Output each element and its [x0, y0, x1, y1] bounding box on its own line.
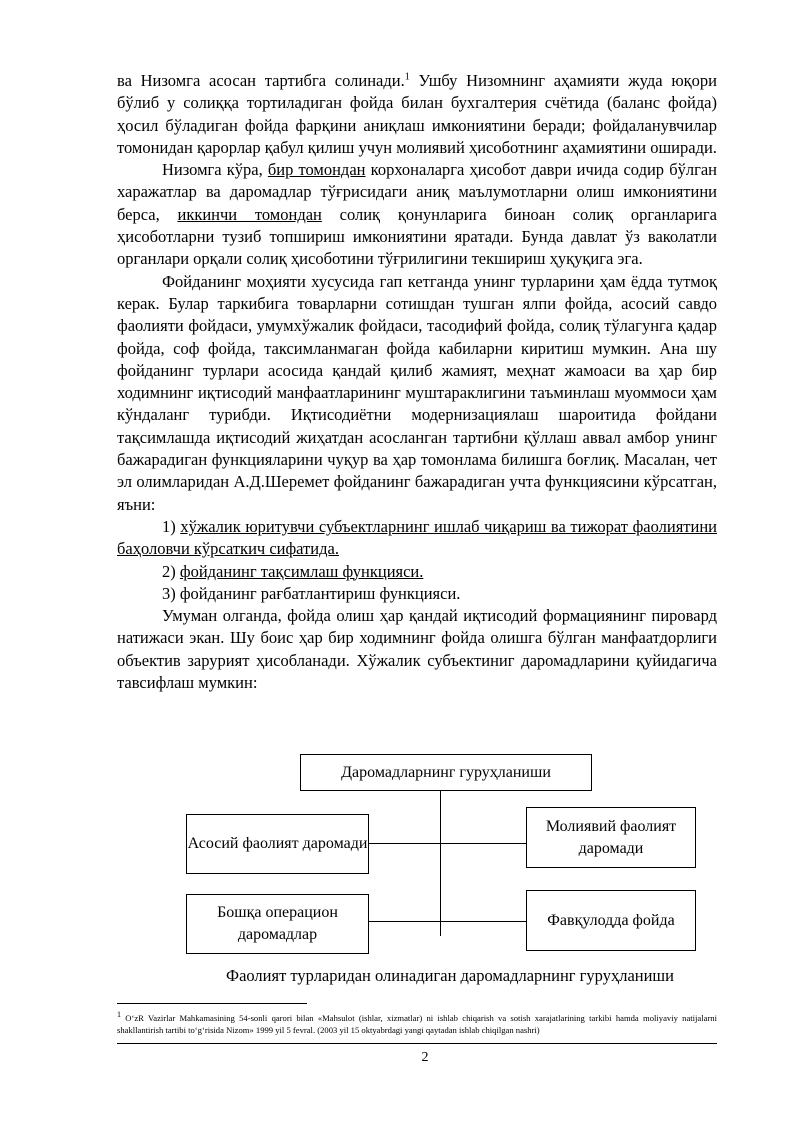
- list-item-2: [117, 561, 717, 583]
- paragraph-1: [117, 70, 717, 159]
- diagram-box-left-bottom: Бошқа операцион даромадлар: [186, 894, 369, 954]
- footnote: [117, 1012, 717, 1036]
- paragraph-2-b: корхоналарга ҳисобот даври ичида содир бўлган харажатлар ва даромадлар тўғрисидаги аниқ маълумотларни олиш имкониятини берса,: [117, 160, 717, 224]
- connector-vertical: [440, 791, 441, 936]
- diagram-box-right-top: Молиявий фаолият даромади: [526, 807, 696, 868]
- paragraph-4: Умуман олганда, фойда олиш ҳар қандай иқтисодий формациянинг пировард натижаси экан. Шу боис ҳар бир ходимнинг фойда олишга бўлган манфаатдорлиги объектив зарурият ҳисобланади. Хўжалик субъектиниг даромадларини қуйидагича тавсифлаш мумкин:: [117, 606, 717, 693]
- list-item-1: [117, 516, 717, 561]
- list-item-1-text: хўжалик юритувчи субъектларнинг ишлаб чиқариш ва тижорат фаолиятини баҳоловчи кўрсаткич сифатида.: [117, 516, 717, 559]
- paragraph-1-start: ва Низомга асосан тартибга солинади.: [117, 71, 405, 90]
- paragraph-3: Фойданинг моҳияти хусусида гап кетганда унинг турларини ҳам ёдда тутмоқ керак. Булар таркибига товарларни сотишдан тушган ялпи фойда, асосий савдо фаолияти фойдаси, умумхўжалик фойдаси, тасодифий фойда, солиқ тўлагунга қадар фойда, соф фойда, таксимланмаган фойда кабиларни киритиш мумкин. Ана шу фойданинг турлари асосида қандай қилиб жамият, меҳнат жамоаси ва ҳар бир ходимнинг иқтисодий манфаатларининг муштараклигини таъминлаш муоммоси ҳам кўндаланг турибди. Иқтисодиётни модернизациялаш шароитида фойдани тақсимлашда иқтисодий жиҳатдан асосланган тартибни қўллаш аввал амбор унинг бажарадиган функцияларини чуқур ва ҳар томонлама билишга боғлиқ. Масалан, чет эл олимларидан А.Д.Шеремет фойданинг бажарадиган учта функциясини кўрсатган, яъни:: [117, 271, 717, 514]
- footnote-ref[interactable]: 1: [404, 71, 410, 83]
- list-item-3: 3) фойданинг рағбатлантириш функцияси.: [162, 583, 461, 603]
- footer-rule: [117, 1043, 717, 1044]
- connector-right-bottom: [441, 921, 526, 922]
- paragraph-2-a: Низомга кўра,: [162, 160, 268, 180]
- list-item-2-number: 2): [162, 561, 180, 581]
- underlined-phrase-2: иккинчи томондан: [177, 204, 322, 224]
- list-item-2-text: фойданинг тақсимлаш функцияси.: [179, 561, 424, 581]
- diagram-caption: Фаолият турларидан олинадиган даромадларнинг гуруҳланиши: [226, 966, 674, 985]
- page-number: 2: [421, 1050, 429, 1065]
- footnote-marker: 1: [117, 1010, 121, 1020]
- list-item-1-number: 1): [162, 516, 181, 536]
- paragraph-1-rest: Ушбу Низомнинг аҳамияти жуда юқори бўлиб у солиққа тортиладиган фойда билан бухгалтерия счётида (баланс фойда) ҳосил бўладиган фойда фарқини аниқлаш имкониятини беради; фойдаланувчилар томонидан қарорлар қабул қилиш учун молиявий ҳисоботнинг аҳамиятини оширади.: [117, 71, 717, 157]
- footnote-separator: [117, 1003, 307, 1004]
- connector-right-top: [441, 843, 526, 844]
- footnote-text: O‘zR Vazirlar Mahkamasining 54-sonli qarori bilan «Mahsulot (ishlar, xizmatlar) ni ishlab chiqarish va sotish xarajatlarining tarkibi hamda moliyaviy natijalarni shakllantirish tartibi to‘g‘risida Nizom» 1999 yil 5 fevral. (2003 yil 15 oktyabrdagi yangi qaytadan ishlab chiqilgan nashri): [117, 1013, 717, 1035]
- underlined-phrase-1: бир томондан: [267, 160, 366, 180]
- paragraph-2-c: солиқ қонунларига биноан солиқ органларига ҳисоботларни тузиб топшириш имкониятини яратади. Бунда давлат ўз ваколатли органлари орқали солиқ ҳисоботини тўғрилигини текшириш ҳуқуқига эга.: [117, 204, 718, 269]
- diagram-box-right-bottom: Фавқулодда фойда: [526, 890, 696, 951]
- body-text: [117, 70, 717, 694]
- connector-left-top: [369, 843, 441, 844]
- connector-left-bottom: [369, 921, 441, 922]
- diagram-box-top: Даромадларнинг гуруҳланиши: [300, 754, 592, 791]
- diagram-box-left-top: Асосий фаолият даромади: [186, 814, 369, 874]
- paragraph-2: [117, 159, 717, 270]
